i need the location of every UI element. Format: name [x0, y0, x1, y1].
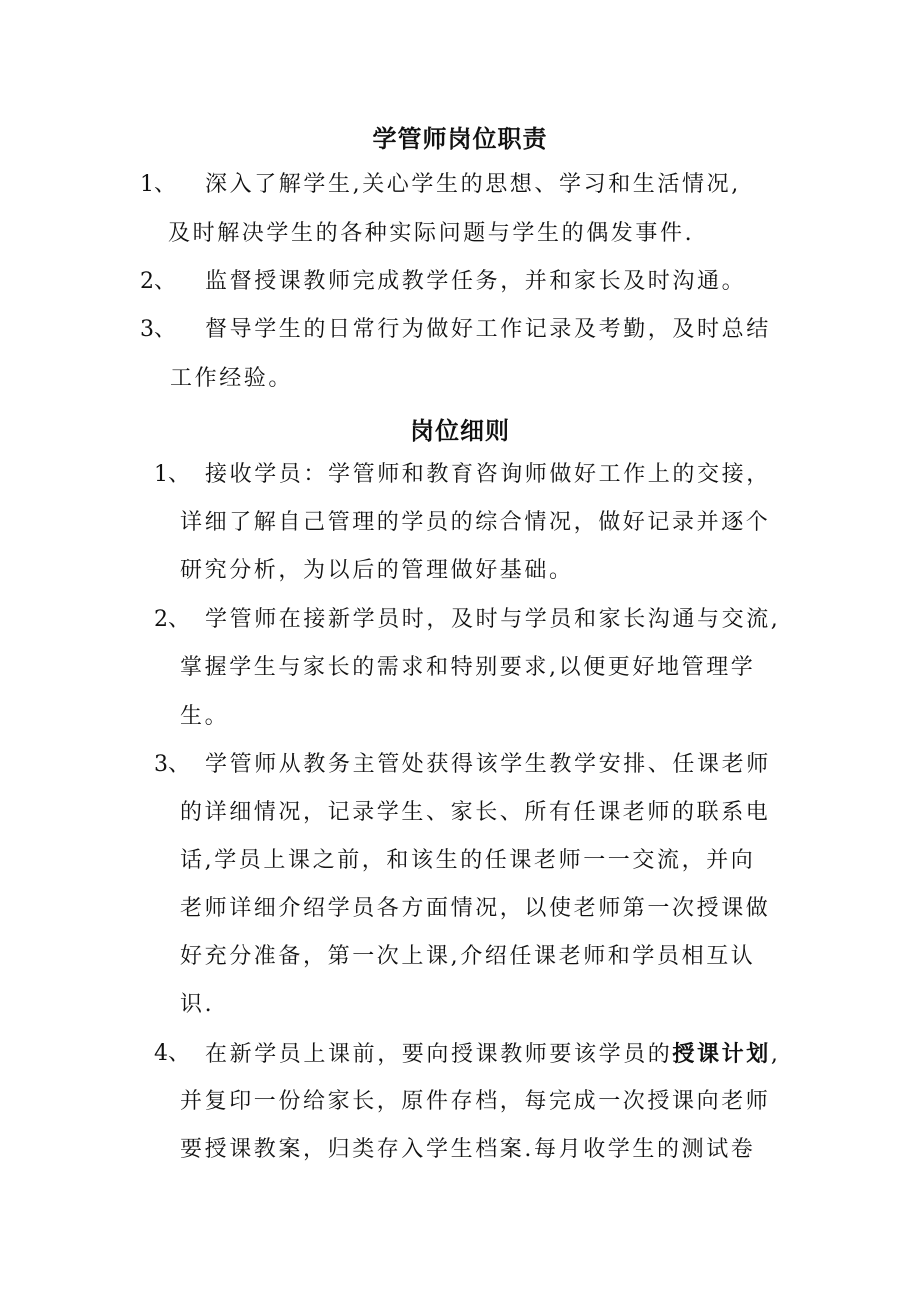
duty-3-number: 3、 [140, 317, 176, 342]
rule-4-line-1-text: 在新学员上课前，要向授课教师要该学员的 [205, 1042, 673, 1067]
rule-1-line-2: 详细了解自己管理的学员的综合情况，做好记录并逐个 [180, 510, 771, 535]
rule-4-teaching-plan-emphasis: 授课计划 [672, 1041, 771, 1067]
rule-2-line-2: 掌握学生与家长的需求和特别要求,以便更好地管理学 [180, 655, 756, 680]
rule-3-number: 3、 [154, 752, 190, 777]
rule-3-line-6: 识. [180, 992, 215, 1017]
rule-1-line-3: 研究分析，为以后的管理做好基础。 [180, 558, 574, 583]
rule-2-line-3: 生。 [180, 704, 230, 729]
rule-2-number: 2、 [154, 607, 190, 632]
duty-2-line-1: 监督授课教师完成教学任务，并和家长及时沟通。 [205, 269, 747, 294]
rule-4-number: 4、 [154, 1041, 190, 1066]
rule-3-line-3: 话,学员上课之前，和该生的任课老师一一交流，并向 [180, 848, 756, 873]
duty-2-number: 2、 [140, 269, 176, 294]
rule-4-line-2: 并复印一份给家长，原件存档，每完成一次授课向老师 [180, 1089, 771, 1114]
rule-3-line-4: 老师详细介绍学员各方面情况，以使老师第一次授课做 [180, 896, 771, 921]
duty-1-line-2: 及时解决学生的各种实际问题与学生的偶发事件. [168, 221, 695, 246]
rule-4-line-1-end: , [770, 1042, 781, 1067]
duty-1-number: 1、 [140, 172, 176, 197]
duty-3-line-1: 督导学生的日常行为做好工作记录及考勤，及时总结 [205, 317, 771, 342]
title-detailed-rules: 岗位细则 [410, 416, 510, 445]
rule-4-line-3: 要授课教案，归类存入学生档案.每月收学生的测试卷 [180, 1137, 756, 1162]
rule-4-line-1 [205, 1039, 780, 1070]
rule-3-line-5: 好充分准备，第一次上课,介绍任课老师和学员相互认 [180, 944, 756, 969]
title-responsibilities: 学管师岗位职责 [372, 124, 548, 153]
rule-1-line-1: 接收学员：学管师和教育咨询师做好工作上的交接， [205, 462, 771, 487]
rule-2-line-1: 学管师在接新学员时，及时与学员和家长沟通与交流, [205, 607, 781, 632]
rule-3-line-2: 的详细情况，记录学生、家长、所有任课老师的联系电 [180, 800, 771, 825]
rule-1-number: 1、 [154, 462, 190, 487]
duty-3-line-2: 工作经验。 [170, 366, 294, 391]
rule-3-line-1: 学管师从教务主管处获得该学生教学安排、任课老师 [205, 752, 771, 777]
duty-1-line-1: 深入了解学生,关心学生的思想、学习和生活情况, [205, 172, 741, 197]
